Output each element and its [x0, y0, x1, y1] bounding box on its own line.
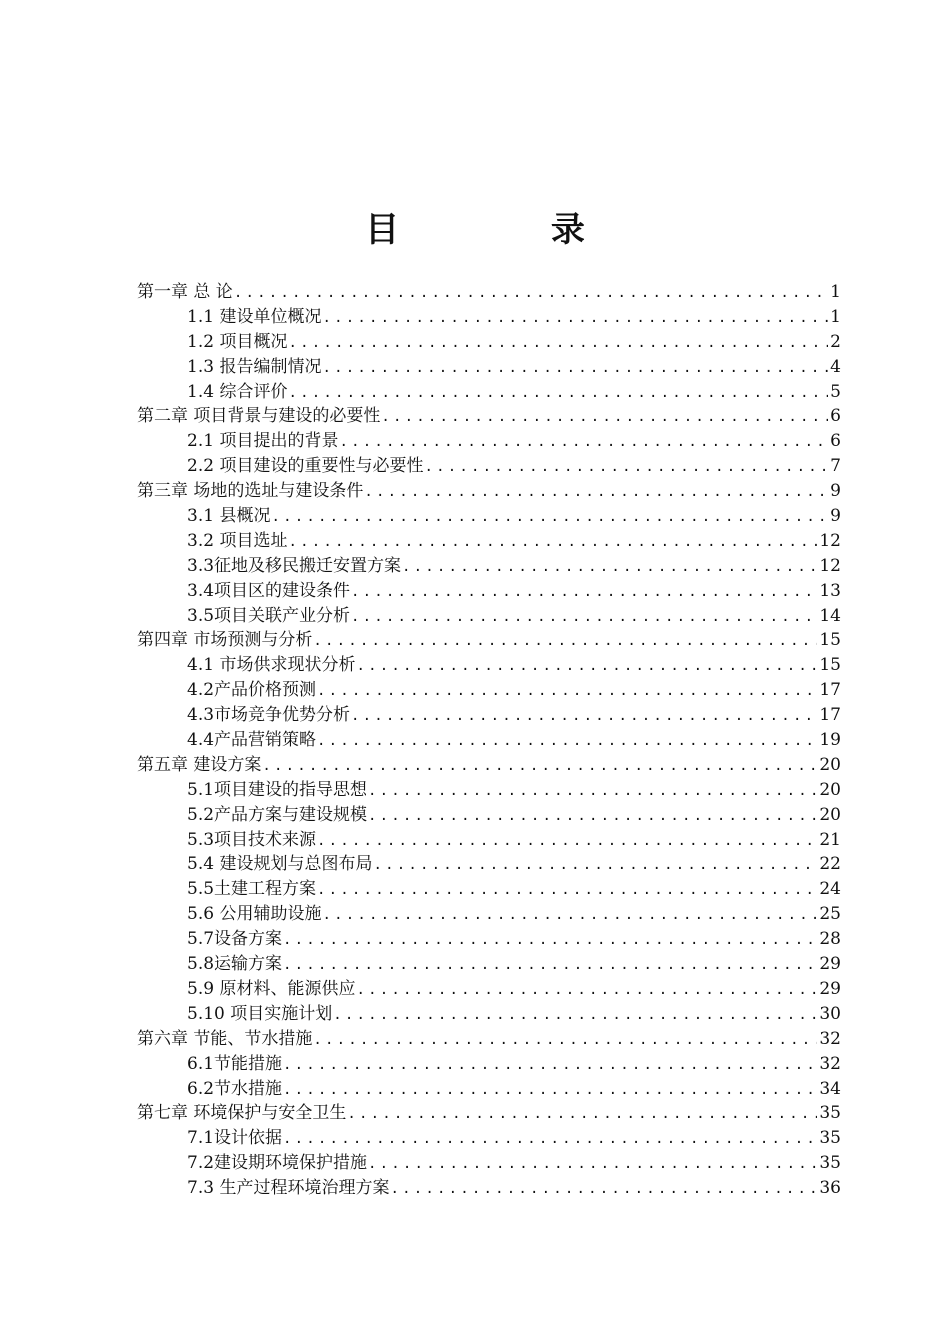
- toc-page-number: 19: [819, 730, 841, 751]
- toc-dot-leader: [368, 779, 817, 804]
- toc-page-number: 36: [819, 1178, 841, 1199]
- toc-dot-leader: [288, 530, 817, 555]
- toc-section-entry[interactable]: [137, 1176, 841, 1201]
- toc-section-entry[interactable]: [137, 977, 841, 1002]
- toc-page-number: 17: [819, 705, 841, 726]
- toc-entry-label: 5.1项目建设的指导思想: [187, 779, 368, 800]
- toc-page-number: 4: [830, 356, 841, 377]
- toc-dot-leader: [368, 1152, 817, 1177]
- toc-page-number: 20: [819, 779, 841, 800]
- toc-entry-label: 第三章 场地的选址与建设条件: [137, 481, 364, 502]
- toc-chapter-entry[interactable]: [137, 753, 841, 778]
- toc-section-entry[interactable]: [137, 429, 841, 454]
- toc-entry-label: 7.1设计依据: [187, 1128, 283, 1149]
- toc-section-entry[interactable]: [137, 604, 841, 629]
- toc-title: 目 录: [365, 210, 655, 250]
- toc-section-entry[interactable]: [137, 828, 841, 853]
- toc-section-entry[interactable]: [137, 877, 841, 902]
- toc-dot-leader: [322, 306, 828, 331]
- toc-entry-label: 6.1节能措施: [187, 1053, 283, 1074]
- toc-dot-leader: [351, 580, 817, 605]
- toc-page-number: 30: [819, 1003, 841, 1024]
- toc-entry-label: 5.5土建工程方案: [187, 879, 317, 900]
- toc-dot-leader: [234, 281, 828, 306]
- toc-dot-leader: [368, 804, 817, 829]
- toc-entry-label: 4.2产品价格预测: [187, 680, 317, 701]
- toc-chapter-entry[interactable]: [137, 628, 841, 653]
- toc-page-number: 14: [819, 605, 841, 626]
- toc-section-entry[interactable]: [137, 728, 841, 753]
- toc-entry-label: 5.2产品方案与建设规模: [187, 804, 368, 825]
- toc-section-entry[interactable]: [137, 902, 841, 927]
- toc-page-number: 25: [819, 904, 841, 925]
- toc-dot-leader: [381, 405, 828, 430]
- toc-dot-leader: [283, 1053, 817, 1078]
- toc-entry-label: 2.1 项目提出的背景: [187, 431, 339, 452]
- toc-page-number: 2: [830, 331, 841, 352]
- toc-section-entry[interactable]: [137, 653, 841, 678]
- toc-dot-leader: [333, 1003, 817, 1028]
- toc-section-entry[interactable]: [137, 504, 841, 529]
- toc-page-number: 28: [819, 929, 841, 950]
- toc-entry-label: 1.3 报告编制情况: [187, 356, 322, 377]
- toc-page-number: 20: [819, 804, 841, 825]
- toc-dot-leader: [373, 853, 817, 878]
- toc-entry-label: 5.4 建设规划与总图布局: [187, 854, 373, 875]
- toc-entry-label: 6.2节水措施: [187, 1078, 283, 1099]
- toc-entry-label: 5.9 原材料、能源供应: [187, 978, 356, 999]
- toc-page-number: 32: [819, 1053, 841, 1074]
- toc-chapter-entry[interactable]: [137, 1101, 841, 1126]
- toc-page-number: 9: [830, 506, 841, 527]
- toc-entry-label: 3.5项目关联产业分析: [187, 605, 351, 626]
- toc-entry-label: 5.6 公用辅助设施: [187, 904, 322, 925]
- toc-section-entry[interactable]: [137, 927, 841, 952]
- toc-dot-leader: [339, 430, 828, 455]
- toc-dot-leader: [356, 654, 817, 679]
- toc-page-number: 35: [819, 1128, 841, 1149]
- toc-section-entry[interactable]: [137, 355, 841, 380]
- toc-entry-label: 3.1 县概况: [187, 506, 271, 527]
- toc-page-number: 21: [819, 829, 841, 850]
- toc-dot-leader: [262, 754, 817, 779]
- toc-page-number: 12: [819, 555, 841, 576]
- toc-section-entry[interactable]: [137, 1151, 841, 1176]
- toc-entry-label: 5.7设备方案: [187, 929, 283, 950]
- toc-section-entry[interactable]: [137, 678, 841, 703]
- toc-section-entry[interactable]: [137, 1002, 841, 1027]
- toc-page-number: 15: [819, 655, 841, 676]
- toc-page-number: 7: [830, 456, 841, 477]
- toc-section-entry[interactable]: [137, 579, 841, 604]
- toc-page-number: 1: [830, 282, 841, 302]
- toc-section-entry[interactable]: [137, 778, 841, 803]
- toc-dot-leader: [390, 1177, 817, 1202]
- toc-page-number: 20: [819, 754, 841, 775]
- toc-dot-leader: [317, 829, 817, 854]
- toc-entry-label: 第四章 市场预测与分析: [137, 630, 313, 651]
- toc-section-entry[interactable]: [137, 703, 841, 728]
- toc-dot-leader: [364, 480, 828, 505]
- toc-section-entry[interactable]: [137, 330, 841, 355]
- toc-dot-leader: [347, 1102, 817, 1127]
- toc-chapter-entry[interactable]: [137, 479, 841, 504]
- toc-dot-leader: [313, 1028, 817, 1053]
- toc-entry-label: 1.4 综合评价: [187, 381, 288, 402]
- toc-dot-leader: [313, 629, 817, 654]
- toc-section-entry[interactable]: [137, 1126, 841, 1151]
- toc-section-entry[interactable]: [137, 554, 841, 579]
- toc-page-number: 6: [830, 431, 841, 452]
- toc-dot-leader: [283, 1078, 817, 1103]
- toc-entry-label: 第五章 建设方案: [137, 754, 262, 775]
- toc-section-entry[interactable]: [137, 529, 841, 554]
- toc-entry-label: 7.3 生产过程环境治理方案: [187, 1178, 390, 1199]
- toc-page-number: 35: [819, 1153, 841, 1174]
- toc-page-number: 15: [819, 630, 841, 651]
- toc-dot-leader: [317, 729, 817, 754]
- toc-dot-leader: [424, 455, 828, 480]
- toc-entry-label: 3.4项目区的建设条件: [187, 580, 351, 601]
- toc-dot-leader: [288, 381, 828, 406]
- toc-entry-label: 5.10 项目实施计划: [187, 1003, 333, 1024]
- toc-entry-label: 3.3征地及移民搬迁安置方案: [187, 555, 402, 576]
- toc-section-entry[interactable]: [137, 305, 841, 330]
- toc-page-number: 13: [819, 580, 841, 601]
- toc-dot-leader: [356, 978, 817, 1003]
- toc-page-number: 9: [830, 481, 841, 502]
- toc-page-number: 29: [819, 954, 841, 975]
- toc-dot-leader: [322, 903, 817, 928]
- toc-page-number: 12: [819, 530, 841, 551]
- toc-dot-leader: [283, 953, 817, 978]
- toc-section-entry[interactable]: [137, 380, 841, 405]
- toc-entry-label: 第二章 项目背景与建设的必要性: [137, 406, 381, 427]
- toc-page-number: 6: [830, 406, 841, 427]
- toc-page-number: 24: [819, 879, 841, 900]
- toc-dot-leader: [283, 928, 817, 953]
- toc-entry-label: 7.2建设期环境保护措施: [187, 1153, 368, 1174]
- toc-entry-label: 第六章 节能、节水措施: [137, 1028, 313, 1049]
- toc-entry-label: 第一章 总 论: [137, 282, 233, 302]
- toc-entry-label: 5.3项目技术来源: [187, 829, 317, 850]
- toc-dot-leader: [317, 679, 817, 704]
- toc-section-entry[interactable]: [137, 852, 841, 877]
- toc-dot-leader: [402, 555, 817, 580]
- toc-section-entry[interactable]: [137, 1077, 841, 1102]
- toc-dot-leader: [283, 1127, 817, 1152]
- toc-page-number: 34: [819, 1078, 841, 1099]
- toc-dot-leader: [322, 356, 828, 381]
- toc-entry-label: 3.2 项目选址: [187, 530, 288, 551]
- toc-section-entry[interactable]: [137, 454, 841, 479]
- toc-page-number: 29: [819, 978, 841, 999]
- toc-dot-leader: [288, 331, 828, 356]
- toc-section-entry[interactable]: [137, 803, 841, 828]
- toc-entry-label: 第七章 环境保护与安全卫生: [137, 1103, 347, 1124]
- toc-page-number: 17: [819, 680, 841, 701]
- toc-dot-leader: [351, 605, 817, 630]
- toc-page-number: 5: [830, 381, 841, 402]
- toc-page-number: 22: [819, 854, 841, 875]
- toc-dot-leader: [351, 704, 817, 729]
- toc-entry-label: 4.1 市场供求现状分析: [187, 655, 356, 676]
- toc-entry-label: 1.2 项目概况: [187, 331, 288, 352]
- toc-page-number: 32: [819, 1028, 841, 1049]
- toc-chapter-entry[interactable]: [137, 280, 841, 305]
- table-of-contents: [137, 280, 841, 1201]
- toc-dot-leader: [271, 505, 828, 530]
- toc-page-number: 35: [819, 1103, 841, 1124]
- toc-chapter-entry[interactable]: [137, 1027, 841, 1052]
- toc-entry-label: 1.1 建设单位概况: [187, 306, 322, 327]
- toc-entry-label: 5.8运输方案: [187, 954, 283, 975]
- toc-dot-leader: [317, 878, 817, 903]
- toc-entry-label: 4.4产品营销策略: [187, 730, 317, 751]
- toc-section-entry[interactable]: [137, 1052, 841, 1077]
- toc-entry-label: 4.3市场竞争优势分析: [187, 705, 351, 726]
- toc-chapter-entry[interactable]: [137, 404, 841, 429]
- toc-entry-label: 2.2 项目建设的重要性与必要性: [187, 456, 424, 477]
- toc-page-number: 1: [830, 306, 841, 327]
- toc-section-entry[interactable]: [137, 952, 841, 977]
